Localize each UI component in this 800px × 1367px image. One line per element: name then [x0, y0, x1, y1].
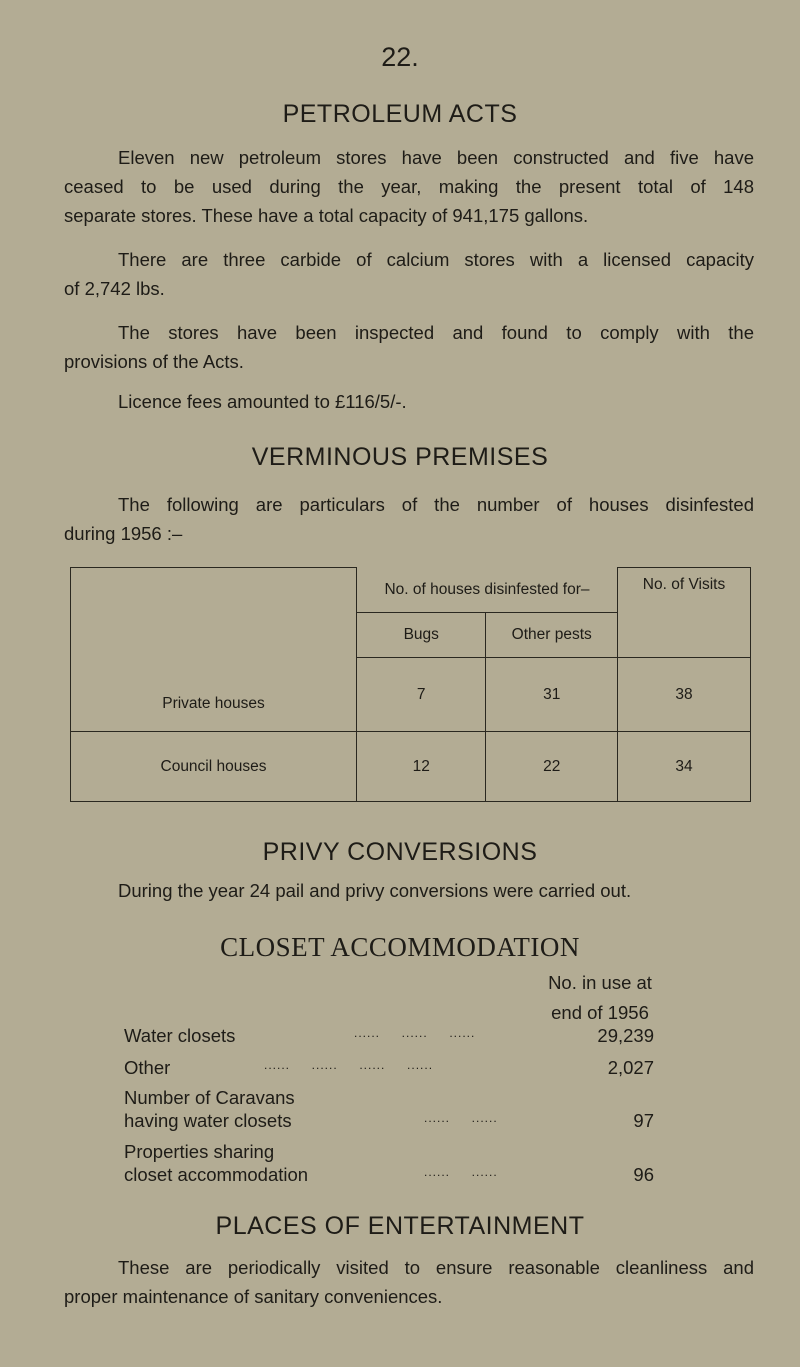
- dot-leader: ...... ...... ......: [354, 1026, 476, 1040]
- header-bugs: Bugs: [357, 613, 486, 658]
- places-of-entertainment-heading: PLACES OF ENTERTAINMENT: [215, 1212, 585, 1240]
- header-no-of-visits: No. of Visits: [618, 568, 751, 658]
- council-other-value: 22: [486, 732, 618, 802]
- entertainment-line1: These are periodically visited to ensure reasonable cleanliness and: [118, 1257, 754, 1278]
- licence-fees-text: Licence fees amounted to £116/5/-.: [118, 391, 407, 412]
- closet-row-value: 97: [633, 1110, 654, 1131]
- verminous-intro: [64, 490, 754, 548]
- verminous-intro-line1: The following are particulars of the number of houses disinfested: [118, 494, 754, 515]
- closet-row-label: Water closets: [124, 1025, 236, 1046]
- privy-conversions-heading: PRIVY CONVERSIONS: [262, 838, 538, 866]
- petroleum-paragraph-3: [64, 318, 754, 376]
- closet-row-water: [124, 1024, 654, 1047]
- council-bugs-value: 12: [357, 732, 486, 802]
- row-label-council: Council houses: [71, 732, 357, 802]
- privy-conversions-text: During the year 24 pail and privy conversions were carried out.: [118, 880, 632, 901]
- closet-row-label-line1: Number of Caravans: [124, 1087, 295, 1108]
- petroleum-paragraph-2: [64, 245, 754, 303]
- verminous-premises-heading: VERMINOUS PREMISES: [251, 443, 549, 471]
- header-other-pests: Other pests: [486, 613, 618, 658]
- closet-row-label-line1: Properties sharing: [124, 1141, 275, 1162]
- petroleum-paragraph-1: [64, 143, 754, 230]
- closet-column-header-line2: end of 1956: [551, 1002, 649, 1023]
- petroleum-para1-line3: separate stores. These have a total capacity of 941,175 gallons.: [64, 205, 589, 226]
- petroleum-para2-line2: of 2,742 lbs.: [64, 278, 165, 299]
- private-other-value: 31: [486, 658, 618, 732]
- closet-column-header: [500, 968, 700, 1028]
- closet-row-caravans: [124, 1086, 654, 1132]
- closet-column-header-line1: No. in use at: [548, 972, 652, 993]
- entertainment-paragraph: [64, 1253, 754, 1311]
- closet-row-properties: [124, 1140, 654, 1186]
- dot-leader: ...... ......: [424, 1111, 498, 1125]
- petroleum-para3-line1: The stores have been inspected and found to comply with the: [118, 322, 754, 343]
- petroleum-acts-heading: PETROLEUM ACTS: [282, 100, 518, 128]
- closet-row-value: 96: [633, 1164, 654, 1185]
- row-label-private: Private houses: [71, 568, 357, 732]
- closet-row-other: [124, 1056, 654, 1079]
- dot-leader: ...... ...... ...... ......: [264, 1058, 434, 1072]
- header-houses-disinfested: No. of houses disinfested for–: [357, 568, 618, 613]
- closet-row-value: 29,239: [597, 1025, 654, 1046]
- dot-leader: ...... ......: [424, 1165, 498, 1179]
- page-number: 22.: [381, 42, 419, 72]
- closet-row-label: Other: [124, 1057, 171, 1078]
- closet-row-label-line2: having water closets: [124, 1110, 292, 1131]
- petroleum-para2-line1: There are three carbide of calcium stores with a licensed capacity: [118, 249, 754, 270]
- closet-accommodation-heading: CLOSET ACCOMMODATION: [220, 932, 580, 962]
- petroleum-para1-line2: ceased to be used during the year, making the present total of 148: [64, 176, 754, 197]
- council-visits-value: 34: [618, 732, 751, 802]
- private-visits-value: 38: [618, 658, 751, 732]
- petroleum-para1-line1: Eleven new petroleum stores have been constructed and five have: [118, 147, 754, 168]
- private-bugs-value: 7: [357, 658, 486, 732]
- entertainment-line2: proper maintenance of sanitary conveniences.: [64, 1286, 443, 1307]
- closet-row-label-line2: closet accommodation: [124, 1164, 309, 1185]
- petroleum-para3-line2: provisions of the Acts.: [64, 351, 244, 372]
- closet-row-value: 2,027: [607, 1057, 654, 1078]
- disinfestation-table: [70, 567, 751, 802]
- verminous-intro-line2: during 1956 :–: [64, 523, 183, 544]
